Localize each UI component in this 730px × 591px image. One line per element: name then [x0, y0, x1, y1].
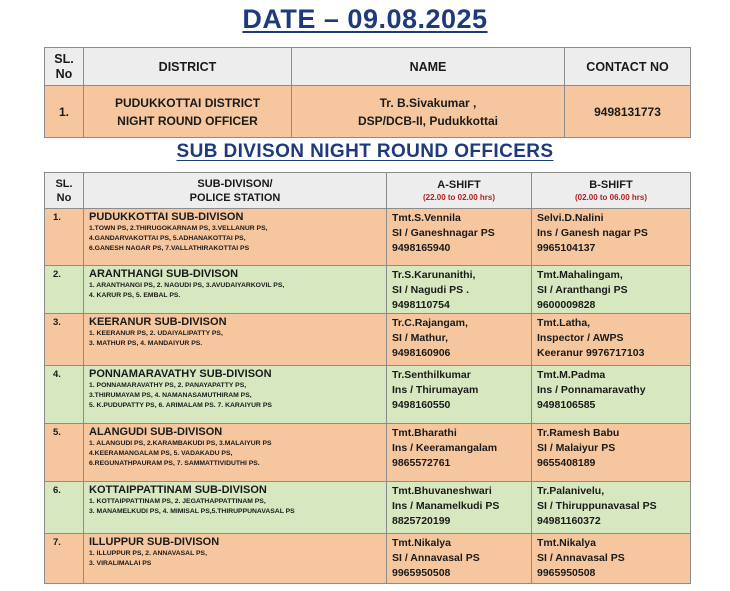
officer-phone: 9965104137 — [537, 242, 596, 254]
sub-division-cell — [84, 209, 387, 266]
police-station-line: 5. K.PUDUPATTY PS, 6. ARIMALAM PS. 7. KARAIYUR PS — [89, 402, 272, 409]
sub-area-header — [84, 173, 387, 209]
b-shift-time: (02.00 to 06.00 hrs) — [574, 193, 648, 202]
b-shift-officer — [532, 482, 691, 534]
sl-header-line1: SL. — [55, 177, 73, 190]
officer-post: SI / Nagudi PS . — [392, 284, 470, 296]
sub-division-cell — [84, 366, 387, 424]
officer-post: Ins / Ponnamaravathy — [537, 384, 646, 396]
a-shift-officer — [387, 366, 532, 424]
officer-phone: 9498160906 — [392, 347, 451, 359]
officer-phone: 9498160550 — [392, 399, 451, 411]
officer-name: Tr.Palanivelu, — [537, 485, 605, 497]
b-shift-label: B-SHIFT — [589, 179, 633, 191]
officer-phone: 9965950508 — [537, 567, 596, 579]
a-shift-officer — [387, 209, 532, 266]
sub-division-rows — [45, 209, 691, 584]
police-station-line: 3. VIRALIMALAI PS — [89, 560, 152, 567]
police-station-line: 1. ILLUPPUR PS, 2. ANNAVASAL PS, — [89, 550, 207, 557]
officer-post: Inspector / AWPS — [537, 332, 624, 344]
row-sl: 2. — [45, 266, 84, 314]
officer-post: SI / Malaiyur PS — [537, 442, 616, 454]
sub-division-title: SUB DIVISON NIGHT ROUND OFFICERS — [176, 141, 554, 162]
officer-phone: 9498106585 — [537, 399, 596, 411]
officer-phone: Keeranur 9976717103 — [537, 347, 645, 359]
police-station-line: 3. MANAMELKUDI PS, 4. MIMISAL PS,5.THIRUPPUNAVASAL PS — [89, 508, 295, 515]
police-station-line: 3. MATHUR PS, 4. MANDAIYUR PS. — [89, 340, 203, 347]
b-shift-officer — [532, 266, 691, 314]
officer-name: Tmt.Bharathi — [392, 427, 457, 439]
officer-name: Tr.C.Rajangam, — [392, 317, 468, 329]
table-row — [45, 266, 691, 314]
row-sl: 3. — [45, 314, 84, 366]
officer-post: SI / Annavasal PS — [537, 552, 625, 564]
officer-name: Tmt.Nikalya — [392, 537, 451, 549]
sub-division-name: ARANTHANGI SUB-DIVISON — [89, 268, 239, 280]
police-station-line: 3.THIRUMAYAM PS, 4. NAMANASAMUTHIRAM PS, — [89, 392, 252, 399]
officer-post: SI / Ganeshnagar PS — [392, 227, 495, 239]
sub-division-name: KOTTAIPPATTINAM SUB-DIVISON — [89, 484, 267, 496]
row-sl: 1. — [45, 209, 84, 266]
police-station-line: 1. KOTTAIPPATTINAM PS, 2. JEGATHAPPATTINAM PS, — [89, 498, 266, 505]
district-header: DISTRICT — [84, 48, 292, 86]
name-header: NAME — [292, 48, 565, 86]
officer-name: Tmt.Bhuvaneshwari — [392, 485, 492, 497]
date-title: DATE – 09.08.2025 — [242, 4, 488, 34]
officer-name: Tr.Senthilkumar — [392, 369, 471, 381]
district-line2: NIGHT ROUND OFFICER — [117, 113, 258, 128]
officer-post: Ins / Keeramangalam — [392, 442, 498, 454]
b-shift-officer — [532, 424, 691, 482]
area-header-line1: SUB-DIVISON/ — [197, 177, 273, 190]
sub-division-name: KEERANUR SUB-DIVISON — [89, 316, 227, 328]
a-shift-officer — [387, 482, 532, 534]
officer-post: SI / Aranthangi PS — [537, 284, 628, 296]
district-name-cell — [292, 86, 565, 138]
row-sl: 5. — [45, 424, 84, 482]
sub-division-name: ALANGUDI SUB-DIVISON — [89, 426, 223, 438]
sub-division-cell — [84, 482, 387, 534]
officer-name: Tmt.S.Vennila — [392, 212, 461, 224]
district-sl: 1. — [45, 86, 84, 138]
officer-post: Ins / Manamelkudi PS — [392, 500, 500, 512]
officer-name: Selvi.D.Nalini — [537, 212, 604, 224]
officer-designation: DSP/DCB-II, Pudukkottai — [357, 113, 498, 128]
sl-header-line2: No — [56, 191, 72, 204]
officer-phone: 9498110754 — [392, 299, 450, 311]
officer-name: Tr.Ramesh Babu — [537, 427, 620, 439]
a-shift-officer — [387, 314, 532, 366]
officer-phone: 9655408189 — [537, 457, 596, 469]
officer-post: SI / Thiruppunavasal PS — [537, 500, 657, 512]
police-station-line: 1. ARANTHANGI PS, 2. NAGUDI PS, 3.AVUDAIYARKOVIL PS, — [89, 282, 285, 289]
officer-phone: 8825720199 — [392, 515, 451, 527]
police-station-line: 4. KARUR PS, 5. EMBAL PS. — [89, 292, 181, 299]
b-shift-header — [532, 173, 691, 209]
table-row — [45, 534, 691, 584]
district-cell — [84, 86, 292, 138]
district-line1: PUDUKKOTTAI DISTRICT — [114, 95, 261, 110]
a-shift-header — [387, 173, 532, 209]
b-shift-officer — [532, 534, 691, 584]
area-header-line2: POLICE STATION — [189, 191, 281, 204]
sub-division-name: ILLUPPUR SUB-DIVISON — [89, 536, 220, 548]
district-officer-table — [44, 47, 691, 138]
police-station-line: 4.KEERAMANGALAM PS, 5. VADAKADU PS, — [89, 450, 233, 457]
officer-name: Tmt.Nikalya — [537, 537, 596, 549]
officer-name: Tr.S.Karunanithi, — [392, 269, 476, 281]
sub-division-cell — [84, 424, 387, 482]
sub-division-name: PONNAMARAVATHY SUB-DIVISON — [89, 368, 272, 380]
police-station-line: 4.GANDARVAKOTTAI PS, 5.ADHANAKOTTAI PS, — [89, 235, 246, 242]
officer-post: Ins / Thirumayam — [392, 384, 479, 396]
officer-phone: 9498165940 — [392, 242, 451, 254]
officer-phone: 9600009828 — [537, 299, 596, 311]
officer-name: Tmt.M.Padma — [537, 369, 606, 381]
a-shift-officer — [387, 534, 532, 584]
officer-name: Tmt.Latha, — [537, 317, 591, 329]
b-shift-officer — [532, 366, 691, 424]
sub-sl-header — [45, 173, 84, 209]
sub-division-cell — [84, 266, 387, 314]
officer-name: Tmt.Mahalingam, — [537, 269, 623, 281]
b-shift-officer — [532, 209, 691, 266]
sl-no-header: SL. No — [45, 48, 84, 86]
officer-phone: 9865572761 — [392, 457, 451, 469]
district-row — [45, 86, 691, 138]
police-station-line: 1. PONNAMARAVATHY PS, 2. PANAYAPATTY PS, — [89, 382, 247, 389]
row-sl: 7. — [45, 534, 84, 584]
officer-post: SI / Mathur, — [392, 332, 449, 344]
police-station-line: 1. KEERANUR PS, 2. UDAIYALIPATTY PS, — [89, 330, 223, 337]
sub-header-row — [45, 173, 691, 209]
sub-division-name: PUDUKKOTTAI SUB-DIVISON — [89, 211, 244, 223]
table-row — [45, 366, 691, 424]
sub-division-table — [44, 172, 691, 584]
a-shift-time: (22.00 to 02.00 hrs) — [422, 193, 496, 202]
a-shift-label: A-SHIFT — [437, 179, 481, 191]
police-station-line: 6.GANESH NAGAR PS, 7.VALLATHIRAKOTTAI PS — [89, 245, 250, 252]
sub-division-cell — [84, 534, 387, 584]
officer-post: Ins / Ganesh nagar PS — [537, 227, 648, 239]
officer-post: SI / Annavasal PS — [392, 552, 480, 564]
sub-division-cell — [84, 314, 387, 366]
b-shift-officer — [532, 314, 691, 366]
table-row — [45, 314, 691, 366]
district-header-row — [45, 48, 691, 86]
table-row — [45, 424, 691, 482]
row-sl: 6. — [45, 482, 84, 534]
police-station-line: 1. ALANGUDI PS, 2.KARAMBAKUDI PS, 3.MALAIYUR PS — [89, 440, 272, 447]
district-contact: 9498131773 — [565, 86, 691, 138]
table-row — [45, 209, 691, 266]
officer-phone: 9965950508 — [392, 567, 451, 579]
contact-header: CONTACT NO — [565, 48, 691, 86]
a-shift-officer — [387, 266, 532, 314]
row-sl: 4. — [45, 366, 84, 424]
officer-name: Tr. B.Sivakumar , — [379, 95, 477, 110]
table-row — [45, 482, 691, 534]
police-station-line: 1.TOWN PS, 2.THIRUGOKARNAM PS, 3.VELLANUR PS, — [89, 225, 268, 232]
officer-phone: 94981160372 — [537, 515, 601, 527]
police-station-line: 6.REGUNATHPAURAM PS, 7. SAMMATTIVIDUTHI PS. — [89, 460, 260, 467]
a-shift-officer — [387, 424, 532, 482]
